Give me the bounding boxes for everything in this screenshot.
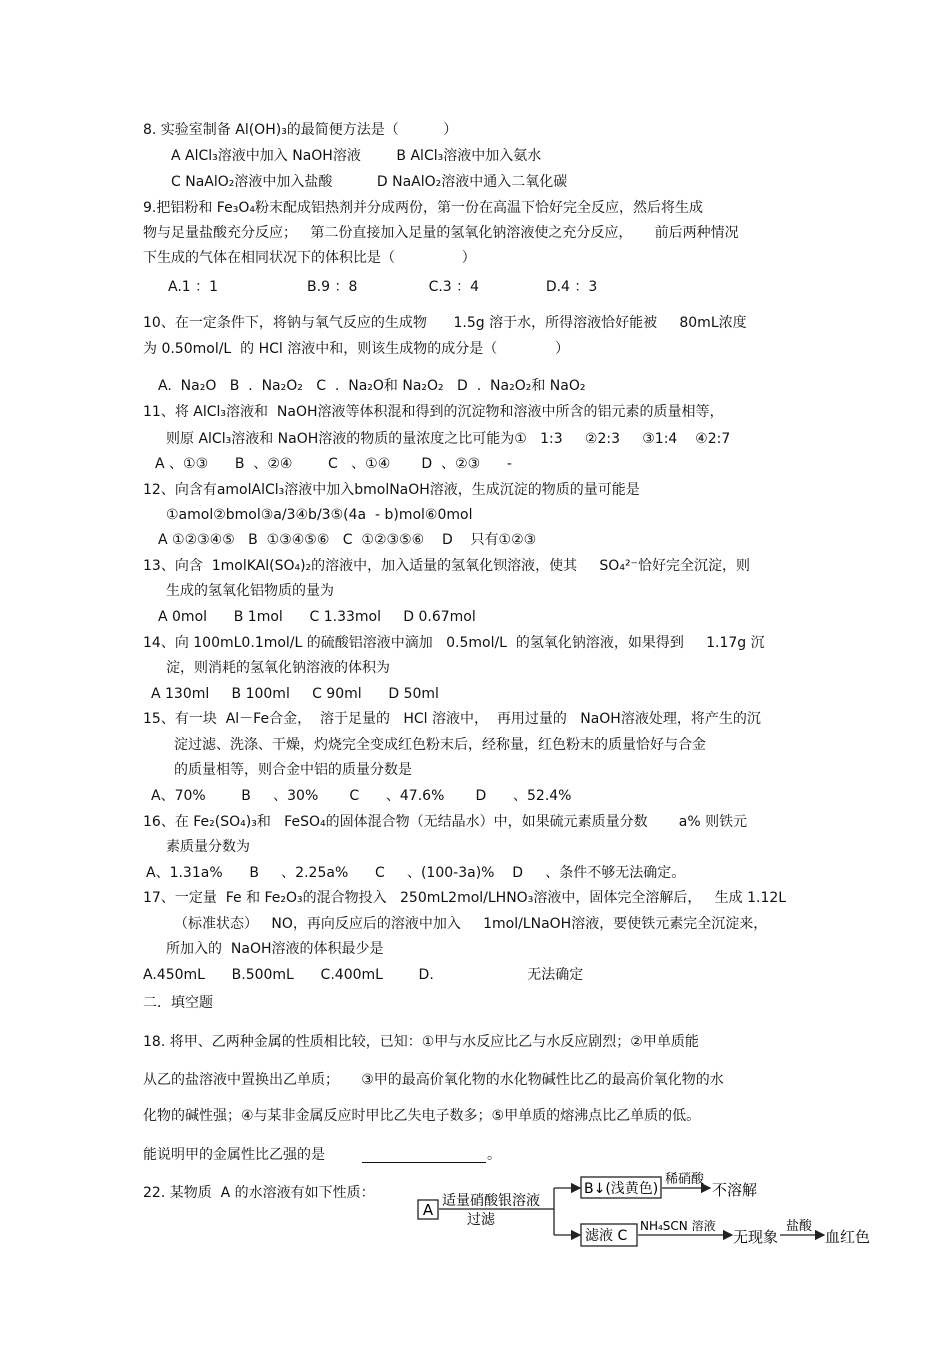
result-b: 不溶解 — [712, 1181, 758, 1199]
q10-stem-2: 为 0.50mol/L 的 HCl 溶液中和，则该生成物的成分是（ ） — [143, 341, 570, 357]
q9-stem-1: 9.把铝粉和 Fe₃O₄粉末配成铝热剂并分成两份，第一份在高温下恰好完全反应，然后将生成 — [143, 200, 703, 216]
step4-reagent: 盐酸 — [786, 1219, 813, 1234]
step2-reagent: 稀硝酸 — [665, 1172, 705, 1187]
q11-stem-1: 11、将 AlCl₃溶液和 NaOH溶液等体积混和得到的沉淀物和溶液中所含的铝元素的质量相等， — [143, 404, 724, 420]
reaction-flow-diagram — [412, 1170, 882, 1250]
q15-stem-2: 淀过滤、洗涤、干燥，灼烧完全变成红色粉末后，经称量，红色粉末的质量恰好与合金 — [174, 737, 706, 753]
q12-items: ①amol②bmol③a/3④b/3⑤(4a - b)mol⑥0mol — [166, 507, 473, 523]
q15-stem-1: 15、有一块 Al－Fe合金， 溶于足量的 HCl 溶液中， 再用过量的 NaOH溶液处理，将产生的沉 — [143, 711, 761, 727]
q18-stem-3: 化物的碱性强；④与某非金属反应时甲比乙失电子数多；⑤甲单质的熔沸点比乙单质的低。 — [143, 1108, 701, 1124]
box-c-label: 滤液 C — [585, 1228, 628, 1244]
q17-options: A.450mL B.500mL C.400mL D. 无法确定 — [143, 967, 584, 983]
q8-options-ab: A AlCl₃溶液中加入 NaOH溶液 B AlCl₃溶液中加入氨水 — [171, 148, 542, 164]
q12-options: A ①②③④⑤ B ①③④⑤⑥ C ①②③⑤⑥ D 只有①②③ — [158, 532, 537, 548]
q13-stem-2: 生成的氢氧化铝物质的量为 — [166, 583, 334, 599]
q14-options: A 130ml B 100ml C 90ml D 50ml — [151, 686, 439, 702]
q17-stem-1: 17、一定量 Fe 和 Fe₂O₃的混合物投入 250mL2mol/LHNO₃溶液中，固体完全溶解后， 生成 1.12L — [143, 890, 787, 906]
q11-stem-2: 则原 AlCl₃溶液和 NaOH溶液的物质的量浓度之比可能为① 1:3 ②2:3 ③1:4 ④2:7 — [166, 431, 731, 447]
q12-stem: 12、向含有amolAlCl₃溶液中加入bmolNaOH溶液，生成沉淀的物质的量可能是 — [143, 482, 640, 498]
q16-stem-2: 素质量分数为 — [166, 839, 250, 855]
q10-stem-1: 10、在一定条件下，将钠与氧气反应的生成物 1.5g 溶于水，所得溶液恰好能被 80mL浓度 — [143, 315, 747, 331]
q9-stem-2: 物与足量盐酸充分反应； 第二份直接加入足量的氢氧化钠溶液使之充分反应， 前后两种情况 — [143, 225, 739, 241]
q9-options: A.1 ：1 B.9 ：8 C.3 ：4 D.4 ：3 — [168, 279, 598, 295]
q8-options-cd: C NaAlO₂溶液中加入盐酸 D NaAlO₂溶液中通入二氧化碳 — [171, 174, 568, 190]
q18-stem-4: 能说明甲的金属性比乙强的是 — [143, 1147, 325, 1163]
section-heading: 二．填空题 — [143, 995, 213, 1011]
q16-options: A、1.31a% B 、2.25a% C 、(100-3a)% D 、条件不够无法确定。 — [146, 865, 686, 881]
q8-stem: 8. 实验室制备 Al(OH)₃的最简便方法是（ ） — [143, 122, 458, 138]
answer-blank[interactable] — [362, 1161, 486, 1163]
q18-stem-2: 从乙的盐溶液中置换出乙单质； ③甲的最高价氧化物的水化物碱性比乙的最高价氧化物的水 — [143, 1072, 724, 1088]
q9-stem-3: 下生成的气体在相同状况下的体积比是（ ） — [143, 250, 476, 266]
step1-condition: 过滤 — [467, 1212, 495, 1228]
q15-options: A、70% B 、30% C 、47.6% D 、52.4% — [151, 788, 572, 804]
q13-stem-1: 13、向含 1molKAl(SO₄)₂的溶液中，加入适量的氢氧化钡溶液，使其 SO₄²⁻恰好完全沉淀，则 — [143, 558, 750, 574]
answer-period: 。 — [487, 1147, 501, 1163]
result-c2: 血红色 — [825, 1228, 871, 1246]
q10-options: A. Na₂O B . Na₂O₂ C . Na₂O和 Na₂O₂ D . Na₂O₂和 NaO₂ — [158, 378, 586, 394]
q13-options: A 0mol B 1mol C 1.33mol D 0.67mol — [158, 609, 476, 625]
q14-stem-2: 淀，则消耗的氢氧化钠溶液的体积为 — [166, 660, 390, 676]
step1-reagent: 适量硝酸银溶液 — [442, 1193, 540, 1209]
box-b-label: B↓(浅黄色) — [584, 1181, 659, 1197]
q17-stem-2: （标准状态） NO，再向反应后的溶液中加入 1mol/LNaOH溶液，要使铁元素完全沉淀来， — [174, 916, 768, 932]
q18-stem-1: 18. 将甲、乙两种金属的性质相比较，已知：①甲与水反应比乙与水反应剧烈；②甲单质能 — [143, 1034, 699, 1050]
result-c1: 无现象 — [733, 1228, 779, 1246]
q17-stem-3: 所加入的 NaOH溶液的体积最少是 — [166, 941, 384, 957]
q22-stem: 22. 某物质 A 的水溶液有如下性质： — [143, 1185, 375, 1201]
q11-options: A 、①③ B 、②④ C 、①④ D 、②③ - — [155, 456, 512, 472]
q14-stem-1: 14、向 100mL0.1mol/L 的硫酸铝溶液中滴加 0.5mol/L 的氢氧化钠溶液，如果得到 1.17g 沉 — [143, 635, 765, 651]
q16-stem-1: 16、在 Fe₂(SO₄)₃和 FeSO₄的固体混合物（无结晶水）中，如果硫元素质量分数 a% 则铁元 — [143, 814, 748, 830]
step3-reagent: NH₄SCN 溶液 — [640, 1219, 716, 1233]
box-a-label: A — [422, 1201, 434, 1219]
q15-stem-3: 的质量相等，则合金中铝的质量分数是 — [174, 762, 412, 778]
